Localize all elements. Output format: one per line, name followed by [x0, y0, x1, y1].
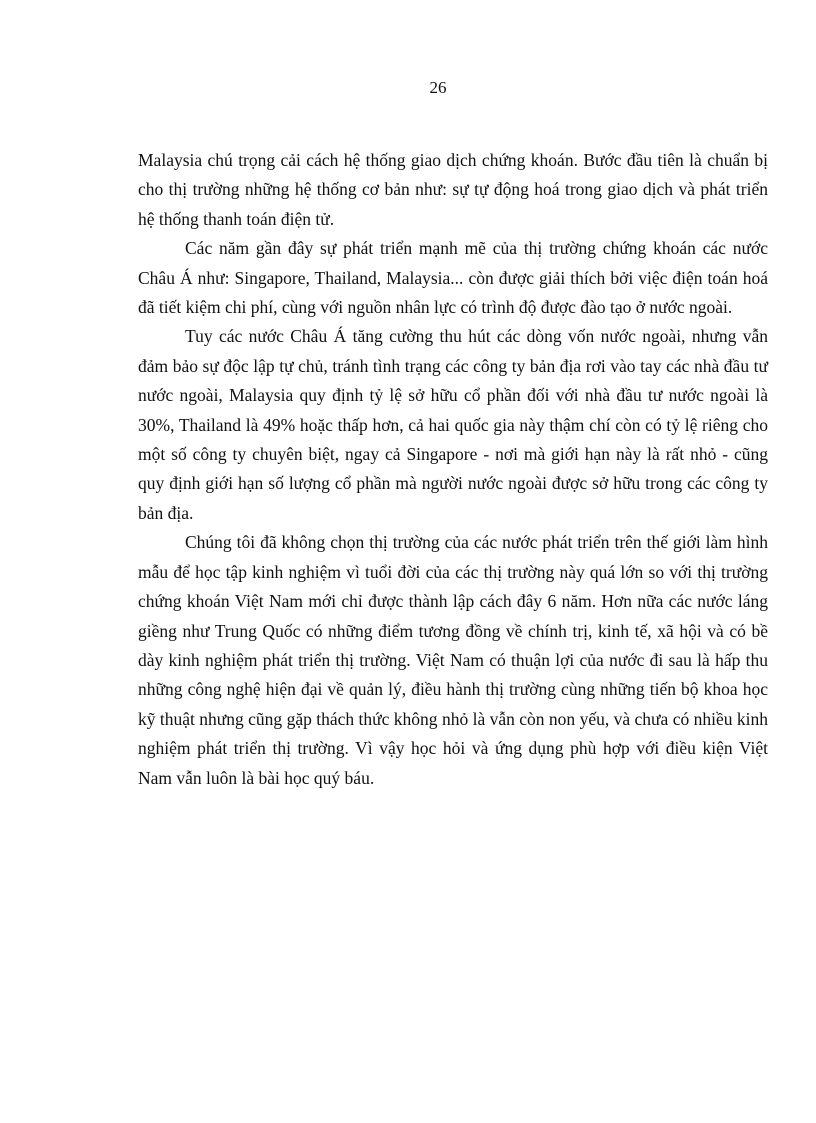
paragraph-1: Malaysia chú trọng cải cách hệ thống giao dịch chứng khoán. Bước đầu tiên là chuẩn bị cho thị trường những hệ thống cơ bản như: sự tự động hoá trong giao dịch và phát triển hệ thống thanh toán điện tử. — [138, 150, 768, 229]
page-number: 26 — [429, 78, 447, 97]
paragraph-2: Các năm gần đây sự phát triển mạnh mẽ của thị trường chứng khoán các nước Châu Á như: Singapore, Thailand, Malaysia... còn được giải thích bởi việc điện toán hoá đã tiết kiệm chi phí, cùng với nguồn nhân lực có trình độ được đào tạo ở nước ngoài. — [138, 238, 768, 318]
body-text — [138, 146, 768, 793]
paragraph-4: Chúng tôi đã không chọn thị trường của các nước phát triển trên thế giới làm hình mẫu để học tập kinh nghiệm vì tuổi đời của các thị trường này quá lớn so với thị trường chứng khoán Việt Nam mới chỉ được thành lập cách đây 6 năm. Hơn nữa các nước láng giềng như Trung Quốc có những điểm tương đồng về chính trị, kinh tế, xã hội và có bề dày kinh nghiệm phát triển thị trường. Việt Nam có thuận lợi của nước đi sau là hấp thu những công nghệ hiện đại về quản lý, điều hành thị trường cùng những tiến bộ khoa học kỹ thuật nhưng cũng gặp thách thức không nhỏ là vẫn còn non yếu, và chưa có nhiều kinh nghiệm phát triển thị trường. Vì vậy học hỏi và ứng dụng phù hợp với điều kiện Việt Nam vẫn luôn là bài học quý báu. — [138, 532, 768, 788]
paragraph-3: Tuy các nước Châu Á tăng cường thu hút các dòng vốn nước ngoài, nhưng vẫn đảm bảo sự độc lập tự chủ, tránh tình trạng các công ty bản địa rơi vào tay các nhà đầu tư nước ngoài, Malaysia quy định tỷ lệ sở hữu cổ phần đối với nhà đầu tư nước ngoài là 30%, Thailand là 49% hoặc thấp hơn, cả hai quốc gia này thậm chí còn có tỷ lệ riêng cho một số công ty chuyên biệt, ngay cả Singapore - nơi mà giới hạn này là rất nhỏ - cũng quy định giới hạn số lượng cổ phần mà người nước ngoài được sở hữu trong các công ty bản địa. — [138, 326, 768, 523]
